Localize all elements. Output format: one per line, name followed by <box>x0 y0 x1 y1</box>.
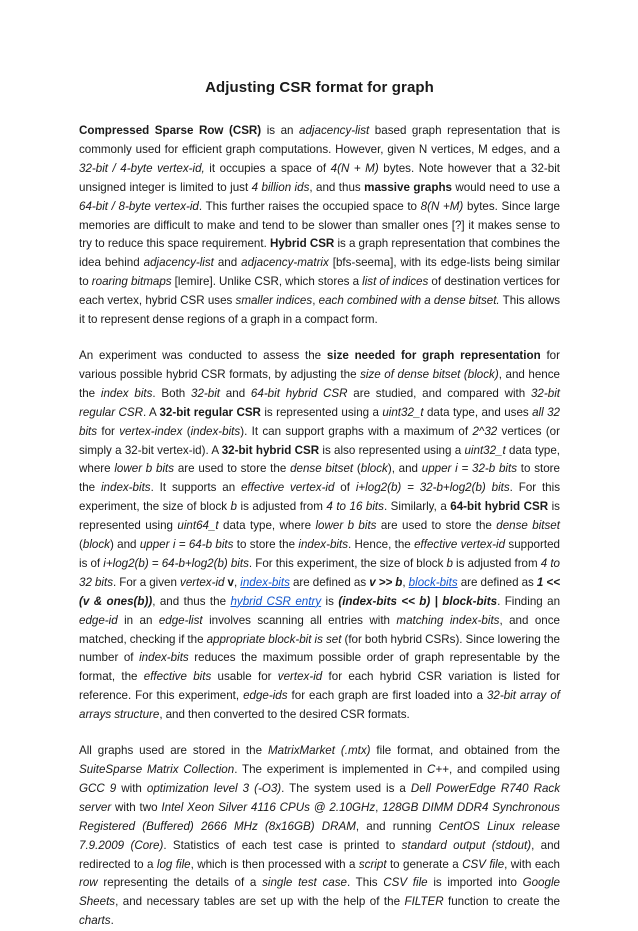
text-run: for various possible hybrid CSR formats, by adjusting the <box>79 348 560 381</box>
bold-text: Compressed Sparse Row (CSR) <box>79 124 262 137</box>
italic-text: adjacency-list <box>299 124 370 137</box>
italic-text: standard output (stdout) <box>401 838 532 852</box>
italic-text: smaller indices <box>235 294 313 308</box>
italic-text: FILTER <box>404 895 444 909</box>
paragraph-intro <box>79 122 560 330</box>
italic-text: SuiteSparse Matrix Collection <box>79 763 235 776</box>
text-run: are used to store the <box>376 519 497 533</box>
text-run: ). It can support graphs with a maximum of <box>240 424 473 438</box>
text-run: for each hybrid CSR variation is listed for reference. For this experiment, <box>79 670 560 703</box>
text-run: reduces the maximum possible order of graph representable by the format, the <box>79 651 561 684</box>
italic-text: 128GB DIMM DDR4 Synchronous Registered (Buffered) 2666 MHz (8x16GB) DRAM <box>79 800 560 833</box>
text-run: . A <box>142 405 160 419</box>
text-run: file format, and obtained from the <box>370 744 560 758</box>
text-run: . For this experiment, the size of block <box>79 481 561 514</box>
italic-text: upper i = 32-b bits <box>421 462 518 476</box>
text-run: . Both <box>152 386 192 400</box>
text-run: [lemire]. Unlike CSR, which stores a <box>171 275 363 289</box>
text-run: bytes. Note however that a 32-bit unsigned integer is limited to just <box>79 161 560 194</box>
text-run: . For a given <box>113 575 181 589</box>
italic-text: index-bits <box>100 481 151 495</box>
italic-text: appropriate block-bit is set <box>206 632 342 646</box>
bold-text: v <box>227 575 234 589</box>
italic-text: MatrixMarket (.mtx) <box>267 744 371 758</box>
text-run: , <box>234 575 241 589</box>
italic-text: each combined with a dense bitset. <box>318 294 500 308</box>
italic-text: Google Sheets <box>79 876 560 909</box>
text-run: , which is then processed with a <box>190 857 359 871</box>
italic-text: edge-id <box>79 613 118 627</box>
italic-text: size of dense bitset (block) <box>360 367 499 381</box>
text-run: of destination vertices for each vertex, hybrid CSR uses <box>79 275 560 308</box>
italic-text: all 32 bits <box>79 405 560 438</box>
text-run: , and necessary tables are set up with the help of the <box>115 895 405 909</box>
text-run: usable for <box>211 670 278 684</box>
italic-text: uint32_t <box>464 443 506 457</box>
text-run: data type, where <box>218 519 316 533</box>
text-run: and <box>213 256 242 270</box>
text-run: to generate a <box>386 857 463 871</box>
italic-text: 4(N + M) <box>330 161 379 175</box>
text-run: with <box>116 781 147 795</box>
italic-text: optimization level 3 (-O3) <box>146 781 282 795</box>
text-run: in an <box>117 613 159 627</box>
text-run: . For this experiment, the size of block <box>248 556 447 570</box>
text-run: is represented using a <box>260 405 383 419</box>
text-run: are defined as <box>457 575 537 589</box>
text-run: . <box>110 914 114 928</box>
text-run: is represented using <box>79 500 560 533</box>
bold-text: 64-bit hybrid CSR <box>450 500 549 514</box>
text-run: , and running <box>355 819 439 833</box>
text-run: is also represented using a <box>319 443 465 457</box>
italic-text: effective bits <box>143 670 212 684</box>
inline-link[interactable]: hybrid CSR entry <box>230 594 322 608</box>
text-run: , <box>375 800 383 814</box>
italic-text: 32-bit / 4-byte vertex-id, <box>79 161 205 175</box>
text-run: is a graph representation that combines the idea behind <box>79 237 560 270</box>
italic-text: 32-bit array of arrays structure <box>79 689 560 722</box>
italic-text: roaring bitmaps <box>91 275 172 289</box>
text-run: ( <box>353 462 361 476</box>
text-run: , and hence the <box>79 367 560 400</box>
italic-text: C++ <box>427 763 449 776</box>
text-run: ( <box>79 538 83 552</box>
italic-text: GCC 9 <box>79 781 117 795</box>
italic-text: b <box>230 500 237 514</box>
italic-text: index bits <box>100 386 153 400</box>
text-run: to store the <box>233 538 299 552</box>
italic-text: 4 billion ids <box>251 180 310 194</box>
italic-text: list of indices <box>362 275 429 289</box>
text-run: , and thus the <box>152 594 231 608</box>
text-run: with two <box>111 800 162 814</box>
italic-text: block <box>360 462 388 476</box>
text-run: . The experiment is implemented in <box>234 763 428 776</box>
italic-text: 4 to 16 bits <box>326 500 384 514</box>
text-run: function to create the <box>443 895 561 909</box>
text-run: are studied, and compared with <box>347 386 531 400</box>
italic-text: 4 to 32 bits <box>79 556 561 589</box>
text-run: An experiment was conducted to assess the <box>79 348 327 362</box>
text-run: for each graph are first loaded into a <box>287 689 487 703</box>
text-run: are used to store the <box>174 462 291 476</box>
italic-text: vertex-id <box>277 670 323 684</box>
italic-text: 32-bit regular CSR <box>79 386 560 419</box>
text-run: supported is of <box>79 538 560 570</box>
italic-text: log file <box>156 857 191 871</box>
italic-text: index-bits <box>190 424 241 438</box>
text-run: , with each <box>504 857 560 871</box>
italic-text: uint64_t <box>177 519 219 533</box>
italic-text: lower b bits <box>114 462 175 476</box>
text-run: are defined as <box>289 575 370 589</box>
text-run: ( <box>182 424 191 438</box>
italic-text: lower b bits <box>315 519 377 533</box>
bold-italic-text: 1 << (v & ones(b)) <box>79 575 560 608</box>
text-run: would need to use a <box>451 180 560 194</box>
text-run: is adjusted from <box>452 556 541 570</box>
italic-text: vertex-id <box>180 575 225 589</box>
italic-text: i+log2(b) = 32-b+log2(b) bits <box>355 481 510 495</box>
italic-text: CentOS Linux release 7.9.2009 (Core) <box>79 819 560 852</box>
text-run: . Hence, the <box>348 538 415 552</box>
italic-text: dense bitset <box>496 519 560 533</box>
bold-text: size needed for graph representation <box>326 348 541 362</box>
italic-text: dense bitset <box>290 462 354 476</box>
italic-text: index-bits <box>139 651 189 665</box>
text-run: . Finding an <box>497 594 561 608</box>
text-run: . Similarly, a <box>383 500 451 514</box>
italic-text: upper i = 64-b bits <box>139 538 234 552</box>
text-run: vertices (or simply a 32-bit vertex-id). A <box>79 424 560 457</box>
italic-text: vertex-index <box>119 424 183 438</box>
text-run: is imported into <box>427 876 523 890</box>
italic-text: 8(N +M) <box>420 199 464 213</box>
text-run: bytes. Since large memories are difficult to make and tend to be slower than smaller ones [?] it makes sense to try to reduce this space requirement. <box>79 199 560 251</box>
text-run: based graph representation that is commonly used for efficient graph computations. However, given N vertices, M edges, and a <box>79 124 560 156</box>
bold-text: massive graphs <box>364 180 452 194</box>
text-run: , and once matched, checking if the <box>79 613 561 646</box>
italic-text: effective vertex-id <box>240 481 335 495</box>
text-run: data type, where <box>79 443 560 476</box>
text-run: ) and <box>109 538 140 552</box>
inline-link[interactable]: block-bits <box>408 575 458 589</box>
text-run: This allows it to represent dense regions of a graph in a compact form. <box>79 294 560 327</box>
text-run: is <box>321 594 339 608</box>
text-run: . This further raises the occupied space to <box>198 199 421 213</box>
italic-text: 64-bit / 8-byte vertex-id <box>79 199 199 213</box>
italic-text: 32-bit <box>191 386 221 400</box>
text-run: , <box>312 294 319 308</box>
bold-text: 32-bit hybrid CSR <box>221 443 320 457</box>
text-run: , <box>402 575 409 589</box>
text-run: All graphs used are stored in the <box>79 744 268 758</box>
italic-text: CSV file <box>462 857 505 871</box>
italic-text: charts <box>79 914 111 928</box>
bold-text: Hybrid CSR <box>269 237 335 251</box>
italic-text: adjacency-matrix <box>241 256 329 270</box>
italic-text: CSV file <box>383 876 428 890</box>
text-run: , and compiled using <box>448 763 560 776</box>
text-run: ), and <box>387 462 422 476</box>
italic-text: index-bits <box>298 538 348 552</box>
italic-text: adjacency-list <box>143 256 214 270</box>
text-run: it occupies a space of <box>204 161 331 175</box>
text-run: . This <box>346 876 384 890</box>
text-run: (for both hybrid CSRs). Since lowering the number of <box>79 632 560 665</box>
text-run: , and redirected to a <box>79 838 560 871</box>
text-run: involves scanning all entries with <box>202 613 397 627</box>
paragraph-setup <box>79 742 560 931</box>
inline-link[interactable]: index-bits <box>240 575 290 589</box>
italic-text: single test case <box>262 876 347 890</box>
text-run: [bfs-seema], with its edge-lists being similar to <box>79 256 561 289</box>
italic-text: edge-list <box>158 613 203 627</box>
bold-italic-text: (index-bits << b) | block-bits <box>338 594 498 608</box>
italic-text: 64-bit hybrid CSR <box>250 386 348 400</box>
italic-text: Dell PowerEdge R740 Rack server <box>79 781 560 814</box>
italic-text: i+log2(b) = 64-b+log2(b) bits <box>103 556 249 570</box>
italic-text: uint32_t <box>382 405 424 419</box>
italic-text: 2^32 <box>472 424 498 438</box>
text-run: is an <box>261 124 300 137</box>
text-run: for <box>97 424 120 438</box>
text-run: of <box>334 481 356 495</box>
text-run: . It supports an <box>150 481 241 495</box>
text-run: and <box>220 386 251 400</box>
italic-text: block <box>82 538 110 552</box>
text-run: data type, and uses <box>423 405 533 419</box>
text-run: . The system used is a <box>281 781 411 795</box>
paragraph-experiment <box>79 347 560 725</box>
text-run: representing the details of a <box>97 876 263 890</box>
text-run: , and then converted to the desired CSR formats. <box>159 708 410 722</box>
italic-text: row <box>79 876 98 890</box>
italic-text: b <box>446 556 453 570</box>
text-run: , and thus <box>309 180 365 194</box>
bold-text: 32-bit regular CSR <box>159 405 261 419</box>
italic-text: matching index-bits <box>396 613 500 627</box>
italic-text: script <box>358 857 387 871</box>
text-run: is adjusted from <box>237 500 327 514</box>
italic-text: effective vertex-id <box>414 538 506 552</box>
document-title: Adjusting CSR format for graph <box>205 79 434 96</box>
text-run: . Statistics of each test case is printed to <box>163 838 402 852</box>
italic-text: edge-ids <box>243 689 288 703</box>
text-run: to store the <box>79 462 560 495</box>
italic-text: Intel Xeon Silver 4116 CPUs @ 2.10GHz <box>161 800 376 814</box>
bold-italic-text: v >> b <box>369 575 403 589</box>
